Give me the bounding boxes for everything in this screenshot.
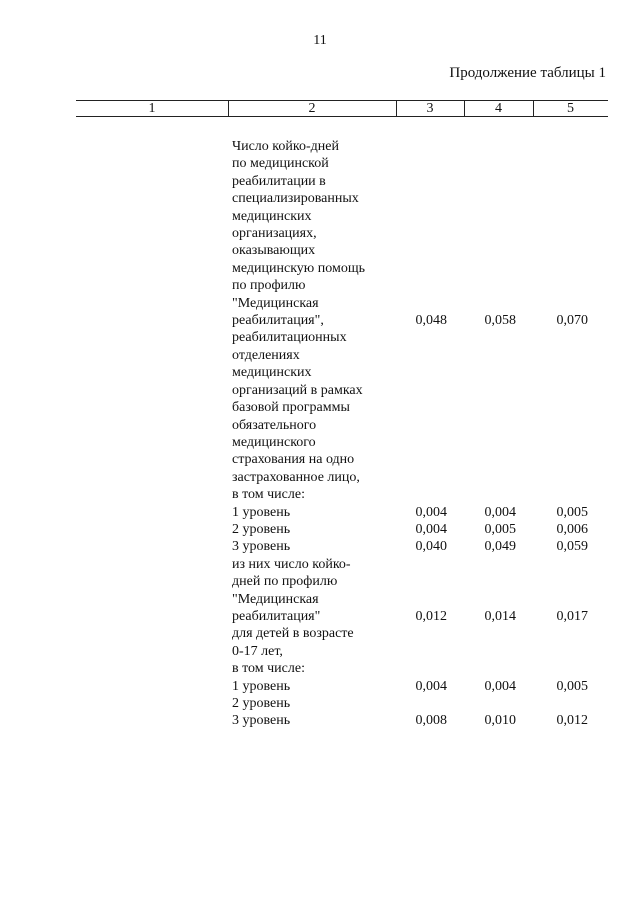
row-label: 3 уровень — [232, 539, 291, 555]
row-label: 2 уровень — [232, 696, 291, 711]
value-col-3: 0,040 — [415, 539, 447, 555]
table-row — [0, 678, 640, 695]
value-col-3: 0,012 — [415, 608, 447, 624]
table-row — [0, 138, 640, 329]
row-label: 3 уровень — [232, 713, 291, 729]
value-col-5: 0,005 — [556, 504, 588, 520]
column-number-5: 5 — [567, 101, 574, 116]
table-row — [0, 695, 640, 712]
table-row — [0, 329, 640, 503]
continuation-title: Продолжение таблицы 1 — [449, 65, 606, 81]
row-label: из них число койко- дней по профилю "Медицинская реабилитация" — [232, 556, 351, 624]
row-label: для детей в возрасте 0-17 лет, в том числе: — [232, 626, 354, 677]
value-col-5: 0,059 — [556, 539, 588, 555]
value-col-3: 0,048 — [415, 313, 447, 329]
value-col-4: 0,058 — [484, 313, 516, 329]
value-col-3: 0,004 — [415, 504, 447, 520]
table-row — [0, 521, 640, 538]
value-col-3: 0,004 — [415, 521, 447, 537]
value-col-4: 0,010 — [484, 713, 516, 729]
column-number-4: 4 — [495, 101, 502, 116]
row-label: 1 уровень — [232, 678, 291, 694]
value-col-4: 0,014 — [484, 608, 516, 624]
value-col-4: 0,049 — [484, 539, 516, 555]
table-row — [0, 712, 640, 729]
value-col-4: 0,004 — [484, 504, 516, 520]
row-label: 2 уровень — [232, 521, 291, 537]
value-col-4: 0,004 — [484, 678, 516, 694]
value-col-3: 0,004 — [415, 678, 447, 694]
row-label: 1 уровень — [232, 504, 291, 520]
column-number-1: 1 — [148, 101, 156, 116]
value-col-5: 0,012 — [556, 713, 588, 729]
page-number: 11 — [313, 33, 327, 48]
table-row — [0, 625, 640, 677]
value-col-5: 0,070 — [556, 313, 588, 329]
table-header — [76, 97, 608, 117]
table-row — [0, 538, 640, 555]
value-col-5: 0,006 — [556, 521, 588, 537]
row-label: реабилитационных отделениях медицинских организаций в рамках базовой программы обязательного медицинского страхования на одно застрахованное лицо, в том числе: — [232, 330, 363, 503]
value-col-4: 0,005 — [484, 521, 516, 537]
table-row — [0, 556, 640, 626]
table-row — [0, 504, 640, 521]
row-label: Число койко-дней по медицинской реабилитации в специализированных медицинских организациях, оказывающих медицинскую помощь по профилю "Медицинская реабилитация", — [232, 139, 366, 329]
table-body — [0, 138, 640, 730]
header-bottom-rule — [76, 116, 608, 117]
column-number-2: 2 — [308, 101, 316, 116]
value-col-5: 0,005 — [556, 678, 588, 694]
value-col-3: 0,008 — [415, 713, 447, 729]
column-number-3: 3 — [426, 101, 434, 116]
value-col-5: 0,017 — [556, 608, 588, 624]
